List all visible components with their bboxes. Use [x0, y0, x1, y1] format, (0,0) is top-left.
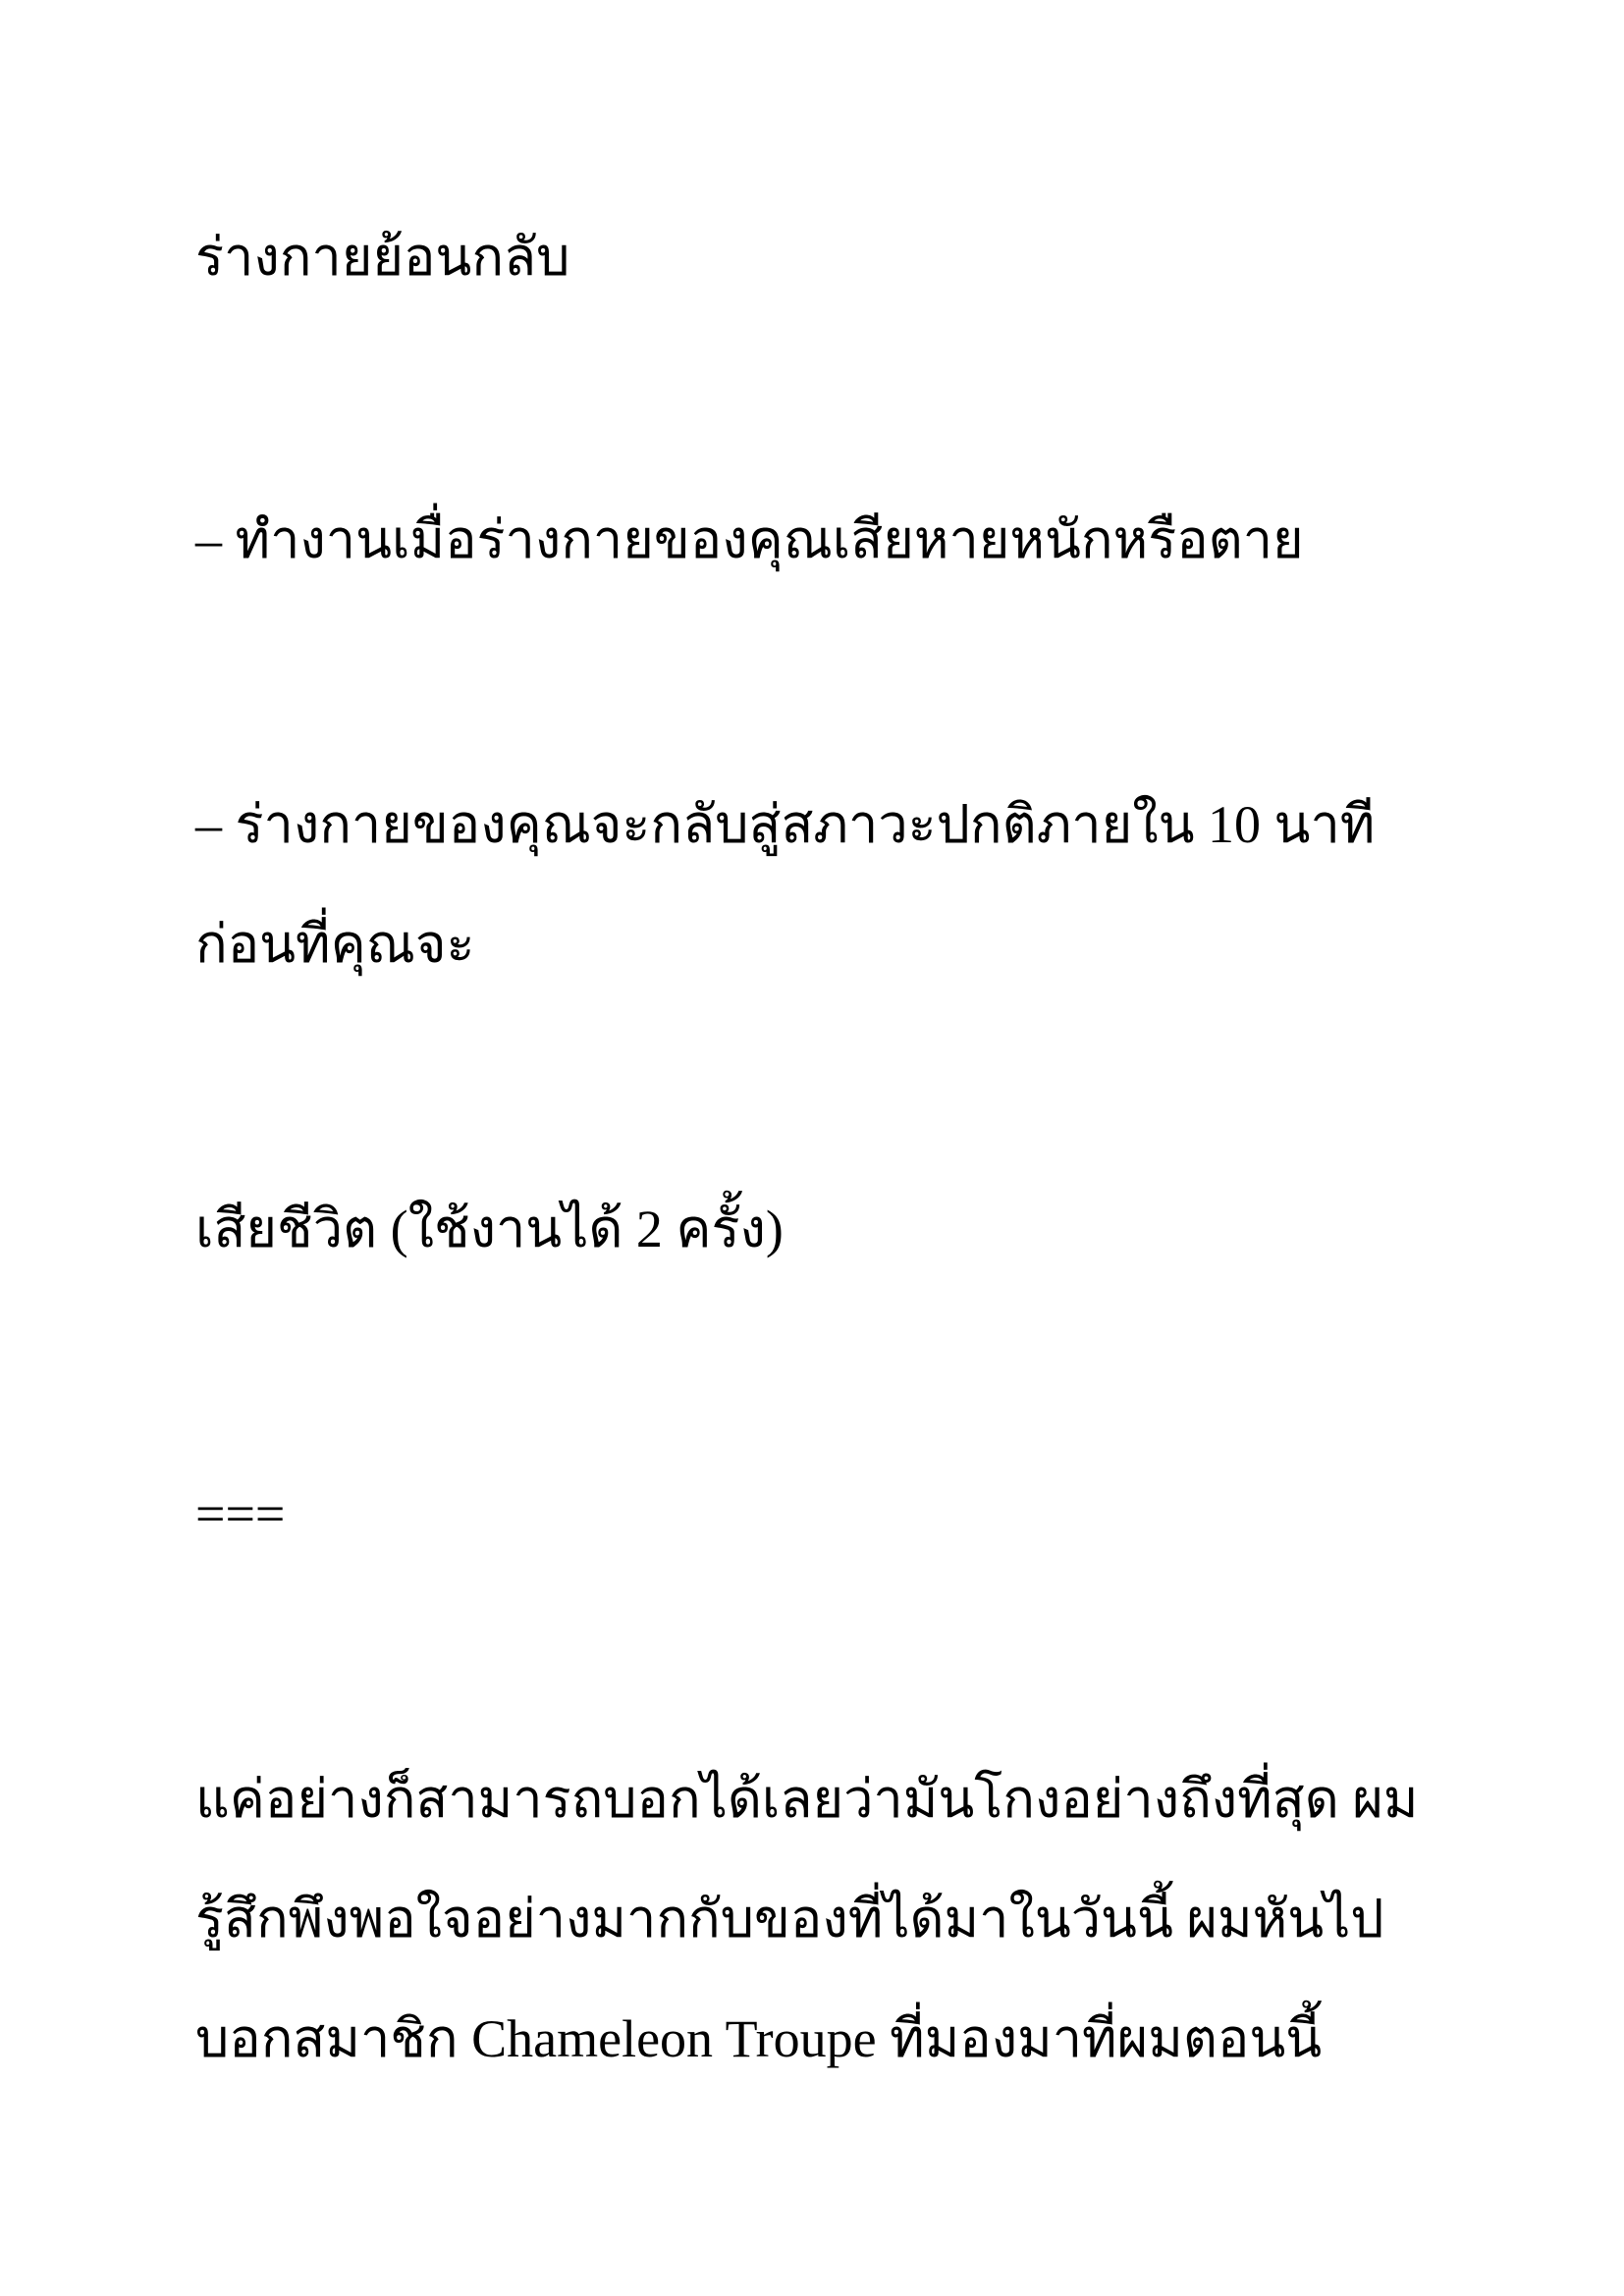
skill-trigger-line: – ทำงานเมื่อร่างกายของคุณเสียหายหนักหรือตาย [195, 510, 1304, 569]
skill-title: ร่างกายย้อนกลับ [195, 228, 570, 287]
skill-usage-line: เสียชีวิต (ใช้งานได้ 2 ครั้ง) [195, 1200, 784, 1258]
skill-effect-line-continued: ก่อนที่คุณจะ [195, 915, 475, 974]
paragraph-line: รู้สึกพึงพอใจอย่างมากกับของที่ได้มาในวันนี้ ผมหันไป [195, 1890, 1384, 1949]
skill-effect-line: – ร่างกายของคุณจะกลับสู่สภาวะปกติภายใน 10 นาที [195, 795, 1376, 854]
paragraph-line: แค่อย่างก็สามารถบอกได้เลยว่ามันโกงอย่างถึงที่สุด ผม [195, 1770, 1419, 1829]
paragraph-line: บอกสมาชิก Chameleon Troupe ที่มองมาที่ผมตอนนี้ [195, 2009, 1323, 2068]
section-divider: === [195, 1484, 286, 1543]
